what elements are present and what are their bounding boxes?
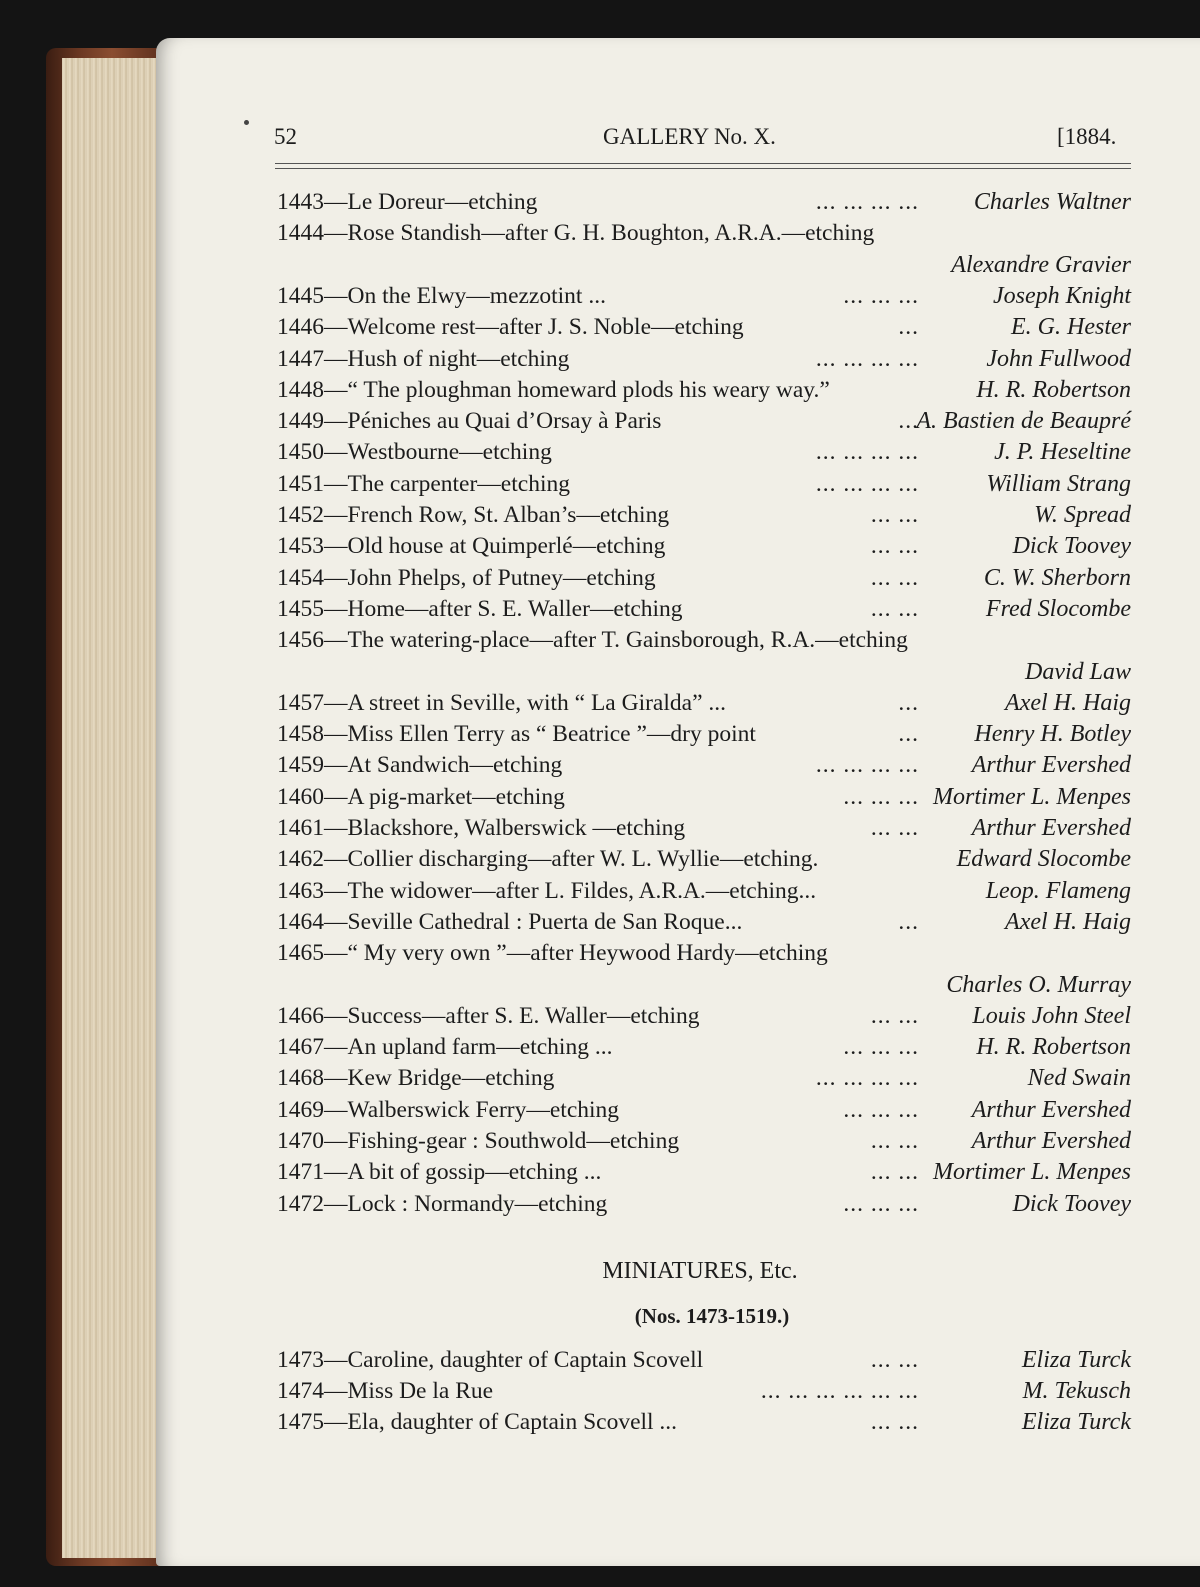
catalogue-entry [277, 187, 1131, 218]
catalogue-entry [277, 907, 1131, 938]
catalogue-entry [277, 657, 1131, 688]
header-rule-top [275, 163, 1131, 164]
catalogue-entry [277, 437, 1131, 468]
catalogue-entry [277, 1157, 1131, 1188]
catalogue-entry [277, 688, 1131, 719]
entry-artist: E. G. Hester [1011, 314, 1131, 341]
entry-artist: Arthur Evershed [971, 1096, 1131, 1123]
entry-artist: Fred Slocombe [985, 595, 1131, 622]
catalogue-entry [277, 250, 1131, 281]
entry-artist: Dick Toovey [1012, 533, 1131, 560]
entry-title: 1452—French Row, St. Alban’s—etching [277, 502, 670, 528]
entry-artist: Charles O. Murray [946, 971, 1131, 998]
catalogue-entry [277, 469, 1131, 500]
entry-artist: J. P. Heseltine [994, 439, 1131, 466]
entry-artist: Arthur Evershed [971, 815, 1131, 841]
entry-artist: Charles Waltner [973, 189, 1131, 215]
catalogue-entry [277, 1126, 1131, 1157]
entry-title: 1462—Collier discharging—after W. L. Wyllie—etching. [277, 846, 819, 873]
entry-leader-dots: ... [898, 689, 919, 716]
entry-artist: M. Tekusch [1022, 1378, 1131, 1404]
page-speck [244, 120, 249, 125]
entry-title: 1475—Ela, daughter of Captain Scovell ... [277, 1409, 678, 1435]
catalogue-entry [277, 1032, 1131, 1063]
entry-title: 1450—Westbourne—etching [277, 439, 552, 466]
entry-leader-dots: ... ... ... ... [815, 189, 919, 215]
entry-title: 1464—Seville Cathedral : Puerta de San Roque... [277, 908, 743, 935]
catalogue-entry [277, 970, 1131, 1001]
catalogue-entry [277, 813, 1131, 844]
entry-leader-dots: ... ... ... ... [815, 470, 919, 497]
entry-title: 1470—Fishing-gear : Southwold—etching [277, 1128, 680, 1154]
entry-title: 1449—Péniches au Quai d’Orsay à Paris [277, 408, 662, 435]
section-title: MINIATURES, Etc. [602, 1258, 798, 1284]
entry-leader-dots: ... ... ... [843, 1190, 919, 1217]
entry-artist: Eliza Turck [1021, 1347, 1131, 1373]
entry-title: 1445—On the Elwy—mezzotint ... [277, 282, 606, 309]
catalogue-entry [277, 1407, 1131, 1438]
entry-artist: Mortimer L. Menpes [933, 783, 1131, 810]
catalogue-entry [277, 1001, 1131, 1032]
entry-artist: Leop. Flameng [985, 877, 1131, 904]
entry-artist: Mortimer L. Menpes [933, 1159, 1131, 1186]
entry-title: 1463—The widower—after L. Fildes, A.R.A.—etching... [277, 877, 817, 904]
entry-title: 1466—Success—after S. E. Waller—etching [277, 1002, 700, 1029]
entry-artist: H. R. Robertson [976, 1034, 1131, 1061]
section-subtitle: (Nos. 1473-1519.) [634, 1304, 790, 1328]
entry-artist: H. R. Robertson [976, 376, 1131, 403]
catalogue-entry [277, 844, 1131, 875]
entry-leader-dots: ... ... [870, 564, 919, 591]
entry-title: 1457—A street in Seville, with “ La Giralda” ... [277, 689, 727, 716]
page-year: [1884. [1057, 124, 1117, 149]
entry-artist: Axel H. Haig [1005, 689, 1131, 716]
entry-title: 1443—Le Doreur—etching [277, 189, 538, 215]
entry-title: 1473—Caroline, daughter of Captain Scovell [277, 1347, 704, 1373]
catalogue-entry [277, 281, 1131, 312]
entry-artist: Axel H. Haig [1005, 908, 1131, 935]
entry-leader-dots: ... ... [870, 1128, 919, 1154]
entry-leader-dots: ... ... [870, 595, 919, 622]
catalogue-entry [277, 594, 1131, 625]
catalogue-entry [277, 782, 1131, 813]
entry-artist: Ned Swain [1027, 1065, 1131, 1092]
entry-artist: Joseph Knight [993, 282, 1131, 309]
catalogue-entry [277, 1189, 1131, 1220]
entry-leader-dots: ... ... [870, 815, 919, 841]
entry-title: 1467—An upland farm—etching ... [277, 1034, 613, 1061]
entry-leader-dots: ... ... [870, 1159, 919, 1186]
entry-leader-dots: ... ... ... ... [815, 345, 919, 372]
entry-title: 1461—Blackshore, Walberswick —etching [277, 815, 686, 841]
catalogue-entry [277, 938, 1131, 969]
catalogue-entry [277, 1376, 1131, 1407]
entry-title: 1447—Hush of night—etching [277, 345, 570, 372]
entry-leader-dots: ... ... ... [843, 1034, 919, 1061]
catalogue-entry [277, 719, 1131, 750]
catalogue-entry [277, 218, 1131, 249]
entry-title: 1471—A bit of gossip—etching ... [277, 1159, 602, 1186]
entry-leader-dots: ... [898, 908, 919, 935]
entry-title: 1468—Kew Bridge—etching [277, 1065, 555, 1092]
entry-title: 1474—Miss De la Rue [277, 1378, 494, 1404]
page-number: 52 [274, 124, 297, 149]
entry-artist: W. Spread [1034, 502, 1131, 528]
entry-title: 1451—The carpenter—etching [277, 470, 570, 497]
entry-artist: Henry H. Botley [974, 721, 1131, 748]
catalogue-entry [277, 1063, 1131, 1094]
entry-artist: John Fullwood [986, 345, 1131, 372]
entry-leader-dots: ... ... [870, 1002, 919, 1029]
catalogue-entry [277, 876, 1131, 907]
catalogue-entry [277, 750, 1131, 781]
entry-artist: A. Bastien de Beaupré [916, 408, 1131, 435]
catalogue-entry [277, 625, 1131, 656]
entry-leader-dots: ... ... ... [843, 1096, 919, 1123]
entry-leader-dots: ... ... [870, 502, 919, 528]
entry-title: 1459—At Sandwich—etching [277, 752, 563, 779]
entry-title: 1448—“ The ploughman homeward plods his weary way.” [277, 376, 830, 403]
entry-artist: Eliza Turck [1021, 1409, 1131, 1435]
entry-artist: Arthur Evershed [971, 1128, 1131, 1154]
entry-artist: Edward Slocombe [956, 846, 1131, 873]
entry-artist: Dick Toovey [1012, 1190, 1131, 1217]
entry-leader-dots: ... ... ... ... [815, 439, 919, 466]
catalogue-entry [277, 1095, 1131, 1126]
entry-leader-dots: ... ... ... [843, 282, 919, 309]
page-title: GALLERY No. X. [603, 124, 776, 149]
entry-leader-dots: ... ... ... ... ... ... [760, 1378, 919, 1404]
catalogue-entry [277, 344, 1131, 375]
entry-title: 1455—Home—after S. E. Waller—etching [277, 595, 683, 622]
entry-artist: Alexandre Gravier [951, 251, 1131, 278]
entry-title: 1456—The watering-place—after T. Gainsborough, R.A.—etching [277, 627, 908, 654]
entry-title: 1453—Old house at Quimperlé—etching [277, 533, 666, 560]
entry-title: 1458—Miss Ellen Terry as “ Beatrice ”—dry point [277, 721, 756, 748]
entry-artist: Arthur Evershed [971, 752, 1131, 779]
catalogue-entry [277, 406, 1131, 437]
catalogue-entry [277, 500, 1131, 531]
entry-title: 1454—John Phelps, of Putney—etching [277, 564, 656, 591]
entry-leader-dots: ... [898, 721, 919, 748]
entry-leader-dots: ... ... ... ... [815, 752, 919, 779]
entry-title: 1465—“ My very own ”—after Heywood Hardy—etching [277, 940, 828, 967]
entry-title: 1472—Lock : Normandy—etching [277, 1190, 608, 1217]
entry-artist: Louis John Steel [972, 1002, 1131, 1029]
entry-title: 1444—Rose Standish—after G. H. Boughton, A.R.A.—etching [277, 220, 875, 247]
catalogue-entry [277, 1345, 1131, 1376]
catalogue-entry [277, 531, 1131, 562]
header-rule-bottom [275, 168, 1131, 169]
entry-title: 1469—Walberswick Ferry—etching [277, 1096, 620, 1123]
catalogue-entry [277, 563, 1131, 594]
entry-leader-dots: ... ... [870, 1347, 919, 1373]
entry-leader-dots: ... ... ... ... [815, 1065, 919, 1092]
catalogue-entry [277, 375, 1131, 406]
entry-leader-dots: ... ... [870, 533, 919, 560]
entry-artist: C. W. Sherborn [983, 564, 1131, 591]
catalogue-entry [277, 312, 1131, 343]
entry-artist: William Strang [986, 470, 1131, 497]
entry-leader-dots: ... ... ... [843, 783, 919, 810]
entry-leader-dots: ... [898, 314, 919, 341]
entry-title: 1460—A pig-market—etching [277, 783, 565, 810]
entry-leader-dots: ... [898, 408, 919, 435]
entry-title: 1446—Welcome rest—after J. S. Noble—etching [277, 314, 744, 341]
entry-artist: David Law [1024, 658, 1131, 685]
entry-leader-dots: ... ... [870, 1409, 919, 1435]
page-edges [62, 58, 162, 1558]
